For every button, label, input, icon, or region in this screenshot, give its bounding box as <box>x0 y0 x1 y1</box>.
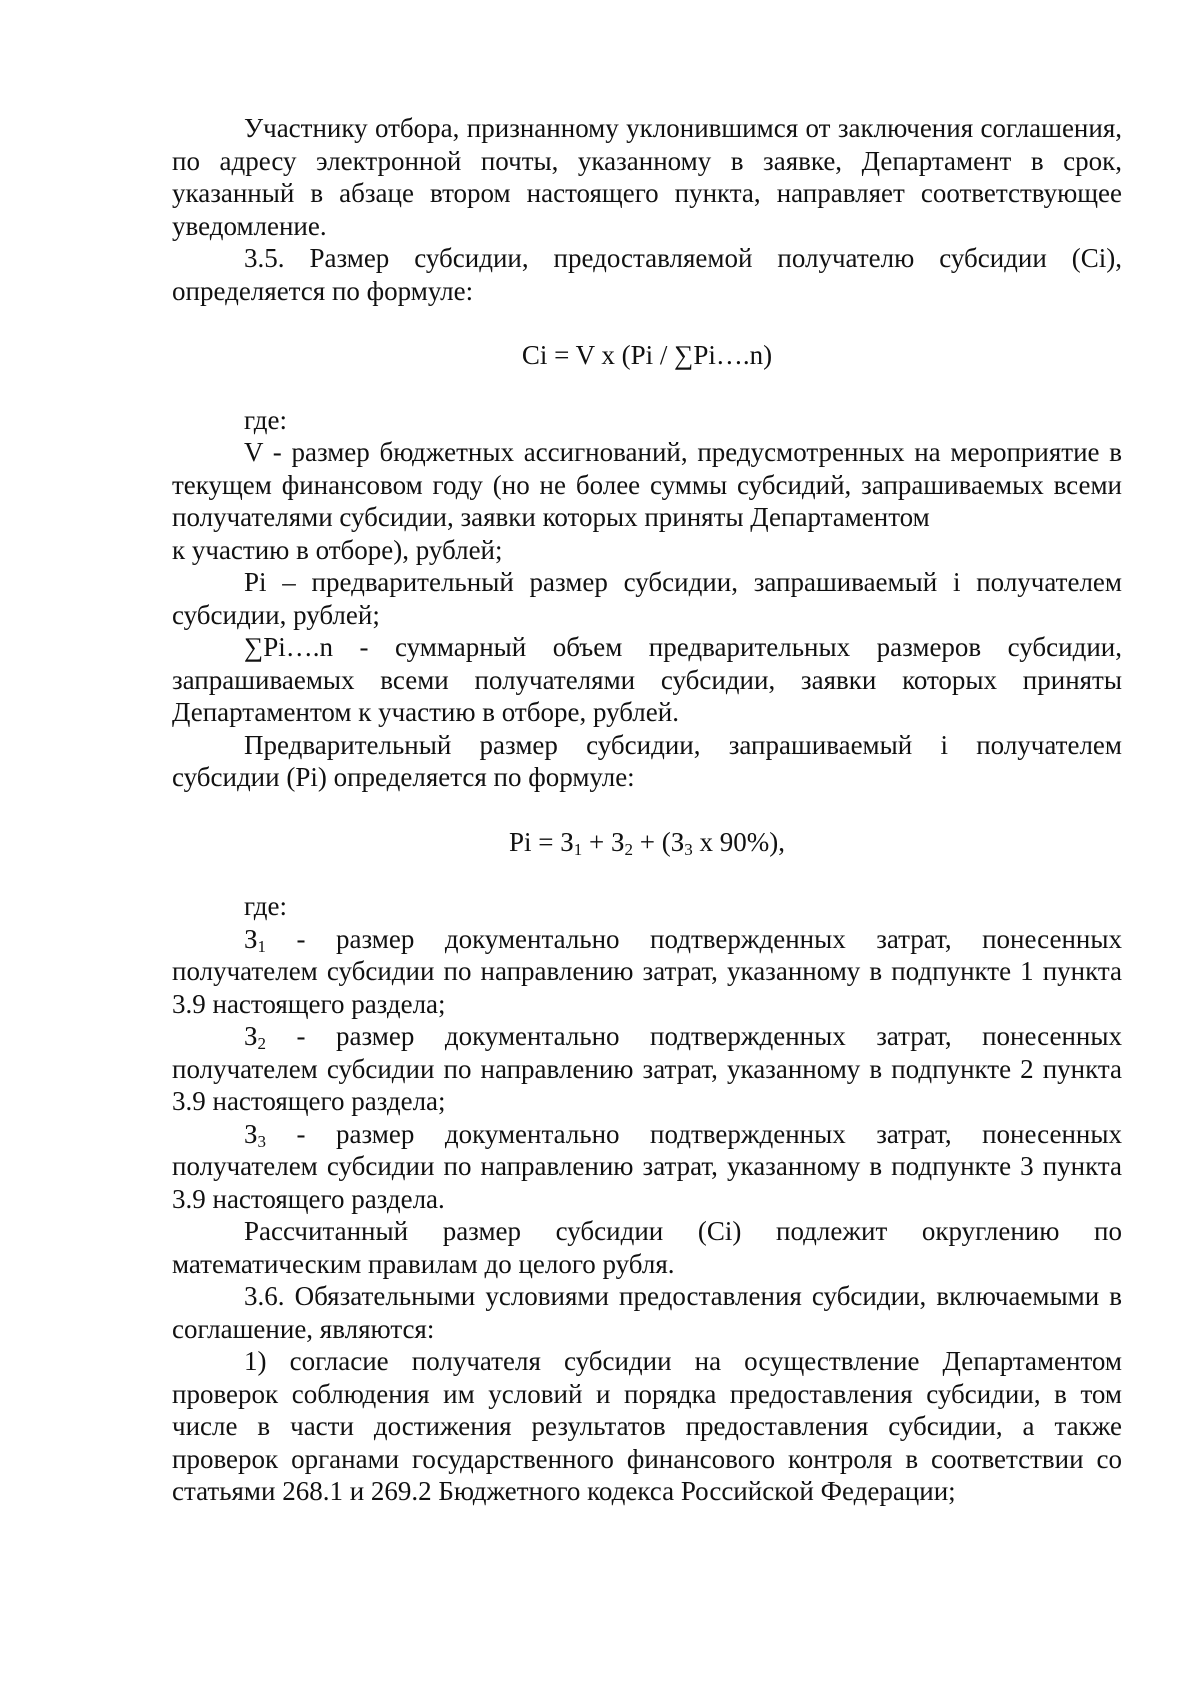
formula-pi-lhs: Pi = З <box>508 826 574 857</box>
document-body <box>172 112 1122 1508</box>
definition-z2 <box>172 1020 1122 1118</box>
paragraph-evasion-notice: Участнику отбора, признанному уклонившимся от заключения соглашения, по адресу электронной почты, указанному в заявке, Департамент в срок, указанный в абзаце втором настоящего пункта, направляет соответствующее уведомление. <box>172 113 1122 241</box>
list-item-1: 1) согласие получателя субсидии на осуществление Департаментом проверок соблюдения им условий и порядка предоставления субсидии, в том числе в части достижения результатов предоставления субсидии, а также проверок органами государственного финансового контроля в соответствии со статьями 268.1 и 269.2 Бюджетного кодекса Российской Федерации; <box>172 1346 1122 1506</box>
where-label: где: <box>244 404 287 435</box>
formula-ci: Ci = V x (Pi / ∑Pi….n) <box>521 340 773 370</box>
definition-pi: Pi – предварительный размер субсидии, запрашиваемый i получателем субсидии, рублей; <box>172 567 1122 630</box>
paragraph-pi-intro: Предварительный размер субсидии, запрашиваемый i получателем субсидии (Pi) определяется по формуле: <box>172 729 1122 792</box>
z3-symbol: З <box>244 1118 258 1149</box>
formula-pi-sub1: 1 <box>573 839 583 859</box>
paragraph-3-5: 3.5. Размер субсидии, предоставляемой получателю субсидии (Ci), определяется по формуле: <box>172 243 1122 306</box>
formula-pi-plus3: + (З <box>633 826 685 857</box>
z2-subscript: 2 <box>257 1034 267 1053</box>
paragraph-3-6: 3.6. Обязательными условиями предоставления субсидии, включаемыми в соглашение, являются: <box>172 1281 1122 1344</box>
z1-subscript: 1 <box>257 936 267 956</box>
definition-v: V - размер бюджетных ассигнований, предусмотренных на мероприятие в текущем финансовом году (но не более суммы субсидий, запрашиваемых всеми получателями субсидии, заявки которых приняты Департаментом <box>172 437 1122 532</box>
definition-z3 <box>172 1118 1122 1216</box>
where-label-2: где: <box>244 891 287 921</box>
formula-pi-plus2: + З <box>582 826 625 857</box>
z2-symbol: З <box>244 1021 258 1051</box>
z2-text: - размер документально подтвержденных затрат, понесенных получателем субсидии по направлению затрат, указанному в подпункте 2 пункта 3.9 настоящего раздела; <box>172 1021 1122 1116</box>
formula-pi-tail: x 90%), <box>692 826 786 857</box>
formula-pi-sub3: 3 <box>684 839 693 859</box>
definition-sum-pi: ∑Pi….n - суммарный объем предварительных размеров субсидии, запрашиваемых всеми получателями субсидии, заявки которых приняты Департаментом к участию в отборе, рублей. <box>172 632 1122 727</box>
formula-pi <box>172 826 1122 859</box>
formula-pi-sub2: 2 <box>624 839 634 859</box>
z3-subscript: 3 <box>257 1131 267 1151</box>
z1-symbol: З <box>244 923 258 954</box>
z3-text: - размер документально подтвержденных затрат, понесенных получателем субсидии по направлению затрат, указанному в подпункте 3 пункта 3.9 настоящего раздела. <box>172 1118 1122 1214</box>
definition-z1 <box>172 923 1122 1021</box>
z1-text: - размер документально подтвержденных затрат, понесенных получателем субсидии по направлению затрат, указанному в подпункте 1 пункта 3.9 настоящего раздела; <box>172 923 1122 1019</box>
definition-v-continued: к участию в отборе), рублей; <box>172 534 503 565</box>
paragraph-rounding: Рассчитанный размер субсидии (Ci) подлежит округлению по математическим правилам до целого рубля. <box>172 1216 1122 1279</box>
